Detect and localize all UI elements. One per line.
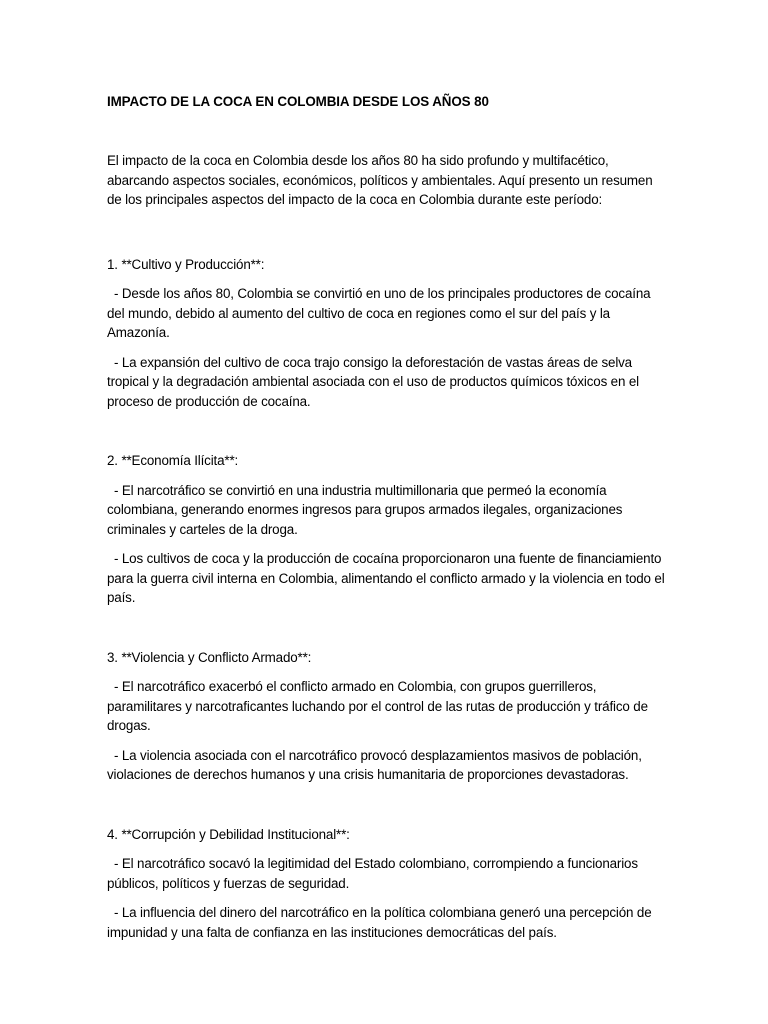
section-point: - Los cultivos de coca y la producción de cocaína proporcionaron una fuente de financiamiento para la guerra civil interna en Colombia, alimentando el conflicto armado y la violencia en todo el país. — [107, 551, 665, 605]
section-point: - El narcotráfico exacerbó el conflicto armado en Colombia, con grupos guerrilleros, paramilitares y narcotraficantes luchando por el control de las rutas de producción y tráfico de drogas. — [107, 679, 648, 733]
section-violencia — [107, 648, 667, 785]
section-heading: 1. **Cultivo y Producción**: — [107, 256, 265, 272]
section-heading: 4. **Corrupción y Debilidad Institucional**: — [107, 826, 350, 842]
document-title: IMPACTO DE LA COCA EN COLOMBIA DESDE LOS AÑOS 80 — [107, 94, 489, 109]
section-point: - El narcotráfico se convirtió en una industria multimillonaria que permeó la economía colombiana, generando enormes ingresos para grupos armados ilegales, organizaciones criminales y carteles de la droga. — [107, 482, 623, 537]
section-point: - La influencia del dinero del narcotráfico en la política colombiana generó una percepción de impunidad y una falta de confianza en las instituciones democráticas del país. — [107, 905, 652, 940]
section-point: - La expansión del cultivo de coca trajo consigo la deforestación de vastas áreas de selva tropical y la degradación ambiental asociada con el uso de productos químicos tóxicos en el proceso de producción de cocaína. — [107, 354, 639, 409]
section-heading: 2. **Economía Ilícita**: — [107, 453, 239, 468]
document-body — [107, 93, 667, 942]
section-point: - Desde los años 80, Colombia se convirtió en uno de los principales productores de cocaína del mundo, debido al aumento del cultivo de coca en regiones como el sur del país y la Amazonía. — [107, 286, 651, 340]
intro-paragraph: El impacto de la coca en Colombia desde los años 80 ha sido profundo y multifacético, abarcando aspectos sociales, económicos, políticos y ambientales. Aquí presento un resumen de los principales aspectos del impacto de la coca en Colombia durante este período: — [107, 153, 653, 207]
section-cultivo — [107, 255, 667, 412]
section-heading: 3. **Violencia y Conflicto Armado**: — [107, 649, 312, 665]
section-corrupcion — [107, 825, 667, 943]
section-point: - La violencia asociada con el narcotráfico provocó desplazamientos masivos de población, violaciones de derechos humanos y una crisis humanitaria de proporciones devastadoras. — [107, 747, 642, 782]
section-economia — [107, 451, 667, 608]
section-point: - El narcotráfico socavó la legitimidad del Estado colombiano, corrompiendo a funcionarios públicos, políticos y fuerzas de seguridad. — [107, 856, 638, 891]
